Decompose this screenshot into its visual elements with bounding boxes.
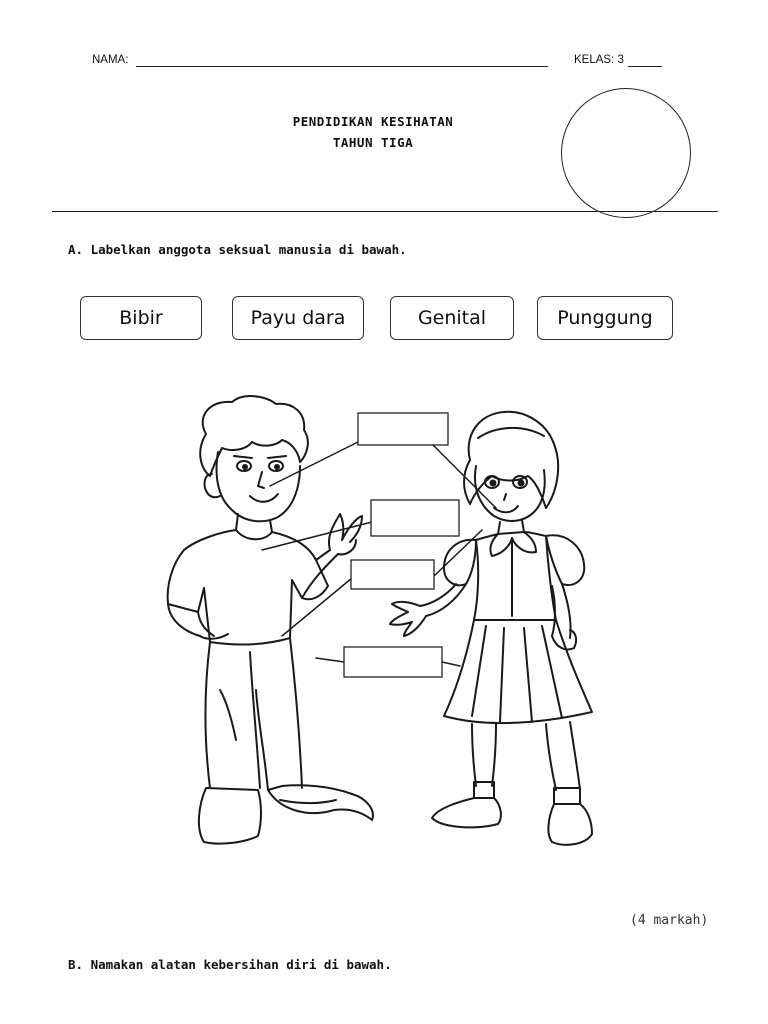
- label-pointer-lines: [262, 442, 496, 666]
- answer-label-box[interactable]: [344, 647, 442, 677]
- girl-figure-icon: [390, 412, 592, 845]
- answer-label-box[interactable]: [351, 560, 434, 589]
- answer-label-box[interactable]: [371, 500, 459, 536]
- marks-note: (4 markah): [630, 913, 709, 928]
- header-divider: [52, 211, 718, 212]
- score-circle-icon[interactable]: [561, 88, 691, 218]
- boy-and-girl-illustration: [0, 390, 768, 870]
- boy-figure-icon: [168, 396, 373, 844]
- word-bank-item: Bibir: [80, 296, 202, 340]
- name-answer-line[interactable]: [136, 66, 548, 67]
- word-bank-item: Punggung: [537, 296, 673, 340]
- class-answer-line[interactable]: [628, 66, 662, 67]
- name-label: NAMA:: [92, 54, 129, 66]
- word-bank-item: Payu dara: [232, 296, 364, 340]
- question-a-instruction: A. Labelkan anggota seksual manusia di bawah.: [68, 242, 407, 257]
- header-row: [0, 54, 768, 72]
- year-title: TAHUN TIGA: [332, 135, 414, 150]
- word-bank-item: Genital: [390, 296, 514, 340]
- answer-label-box[interactable]: [358, 413, 448, 445]
- subject-title: PENDIDIKAN KESIHATAN: [292, 114, 454, 129]
- question-b-instruction: B. Namakan alatan kebersihan diri di bawah.: [68, 957, 392, 972]
- class-label: KELAS: 3: [574, 54, 624, 66]
